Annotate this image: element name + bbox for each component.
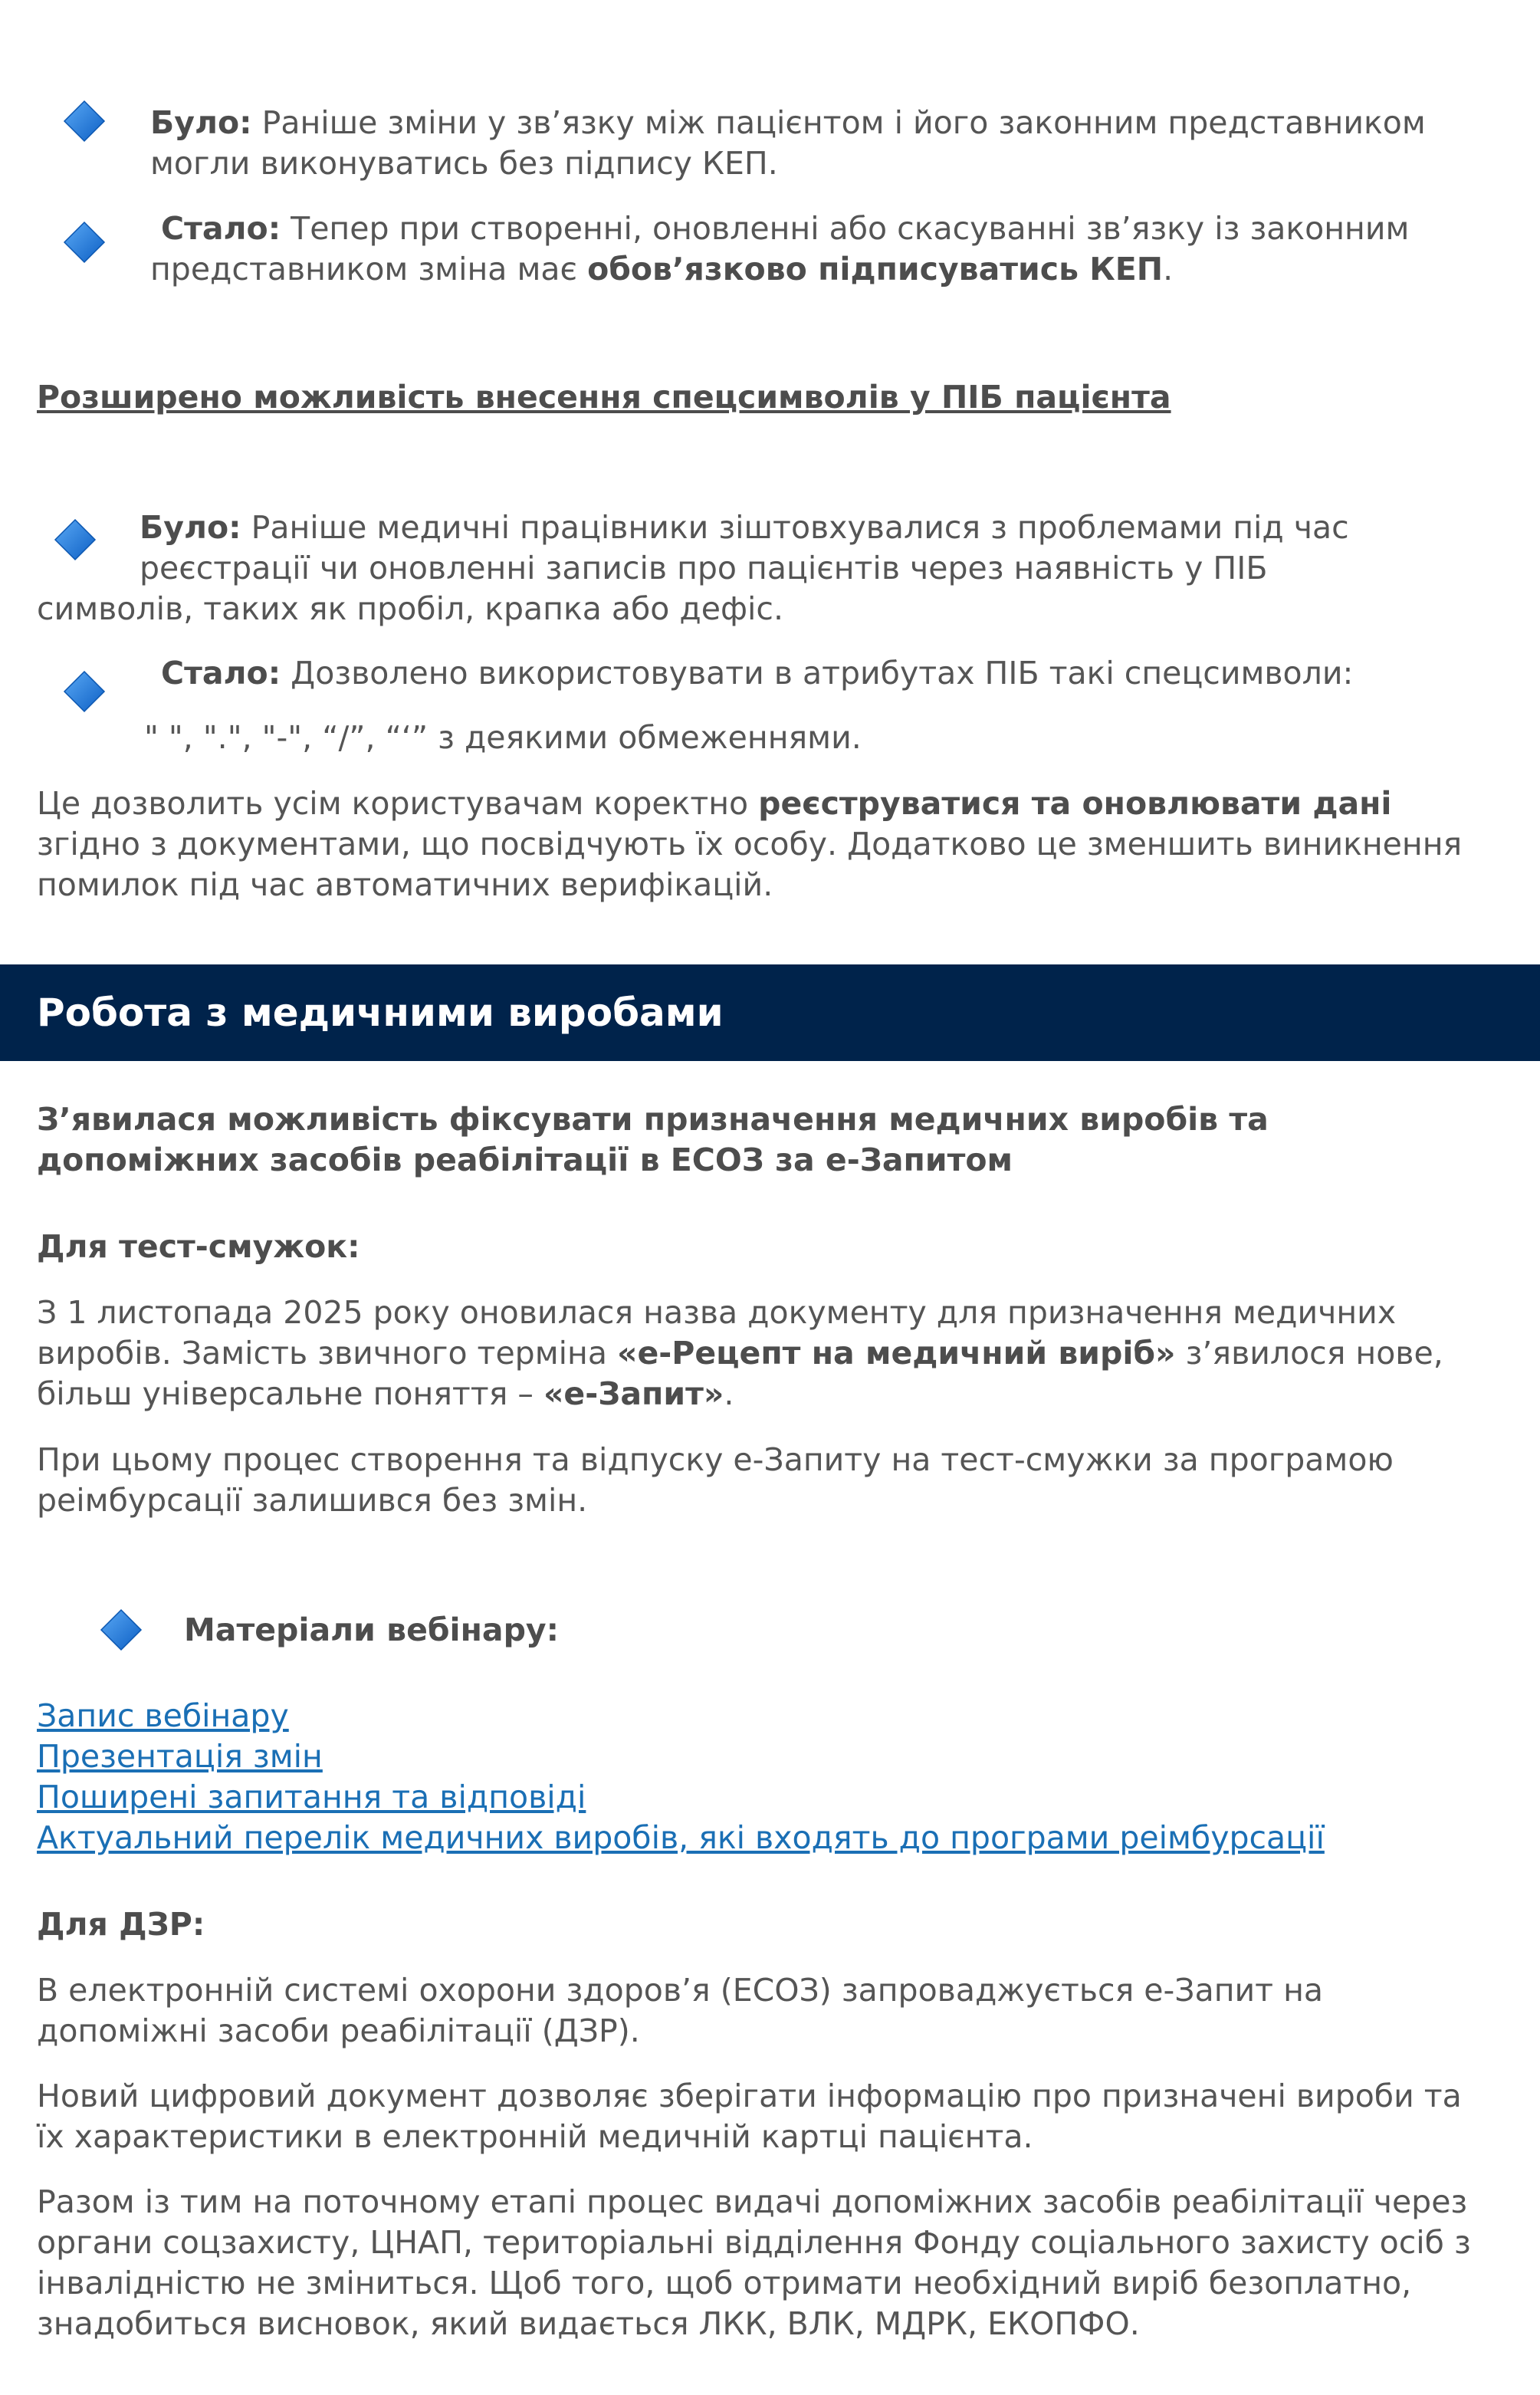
- link-webinar-recording[interactable]: Запис вебінару: [37, 1697, 289, 1734]
- special-chars-list: " ", ".", "-", “/”, “‘” з деякими обмеженнями.: [144, 719, 862, 756]
- diamond-bullet-icon: [98, 1607, 144, 1653]
- strips-paragraph-1: З 1 листопада 2025 року оновилася назва документу для призначення медичних виробів. Замість звичного терміна «е-Рецепт на медичний виріб» з’явилося нове, більш універсальне поняття – «е-Запит».: [37, 1294, 1443, 1412]
- dzr-paragraph-2: Новий цифровий документ дозволяє зберігати інформацію про призначені вироби та їх характеристики в електронній медичній картці пацієнта.: [37, 2078, 1462, 2155]
- special-chars-heading: Розширено можливість внесення спецсимволів у ПІБ пацієнта: [37, 379, 1171, 416]
- diamond-bullet-icon: [61, 669, 107, 715]
- link-faq[interactable]: Поширені запитання та відповіді: [37, 1779, 586, 1815]
- section-header: [0, 964, 1540, 1061]
- special-now: Стало: Дозволено використовувати в атрибутах ПІБ такі спецсимволи:: [161, 655, 1354, 692]
- strips-heading: Для тест-смужок:: [37, 1228, 360, 1265]
- devices-intro: З’явилася можливість фіксувати призначення медичних виробів та допоміжних засобів реабілітації в ЕСОЗ за е-Запитом: [37, 1101, 1269, 1178]
- strips-paragraph-2: При цьому процес створення та відпуску е-Запиту на тест-смужки за програмою реімбурсації залишився без змін.: [37, 1441, 1394, 1519]
- link-presentation[interactable]: Презентація змін: [37, 1738, 323, 1775]
- special-paragraph: Це дозволить усім користувачам коректно реєструватися та оновлювати дані згідно з документами, що посвідчують їх особу. Додатково це зменшить виникнення помилок під час автоматичних верифікацій.: [37, 785, 1463, 903]
- special-was: Було: Раніше медичні працівники зіштовхувалися з проблемами під час реєстрації чи оновленні записів про пацієнтів через наявність у ПІБ символів, таких як пробіл, крапка або дефіс.: [37, 509, 1349, 627]
- materials-links: [37, 1696, 1325, 1858]
- diamond-bullet-icon: [61, 219, 107, 265]
- kep-now: Стало: Тепер при створенні, оновленні або скасуванні зв’язку із законним представником зміна має обов’язково підписуватись КЕП.: [150, 210, 1410, 287]
- materials-label: Матеріали вебінару:: [184, 1611, 560, 1648]
- link-devices-list[interactable]: Актуальний перелік медичних виробів, які входять до програми реімбурсації: [37, 1819, 1325, 1856]
- dzr-heading: Для ДЗР:: [37, 1906, 205, 1943]
- diamond-bullet-icon: [61, 98, 107, 144]
- kep-was: Було: Раніше зміни у зв’язку між пацієнтом і його законним представником могли виконуватись без підпису КЕП.: [150, 104, 1426, 182]
- dzr-paragraph-3: Разом із тим на поточному етапі процес видачі допоміжних засобів реабілітації через органи соцзахисту, ЦНАП, територіальні відділення Фонду соціального захисту осіб з інвалідністю не зміниться. Щоб того, щоб отримати необхідний виріб безоплатно, знадобиться висновок, який видається ЛКК, ВЛК, МДРК, ЕКОПФО.: [37, 2183, 1471, 2342]
- section-title: Робота з медичними виробами: [37, 991, 724, 1035]
- dzr-paragraph-1: В електронній системі охорони здоров’я (ЕСОЗ) запроваджується е-Запит на допоміжні засоби реабілітації (ДЗР).: [37, 1972, 1324, 2049]
